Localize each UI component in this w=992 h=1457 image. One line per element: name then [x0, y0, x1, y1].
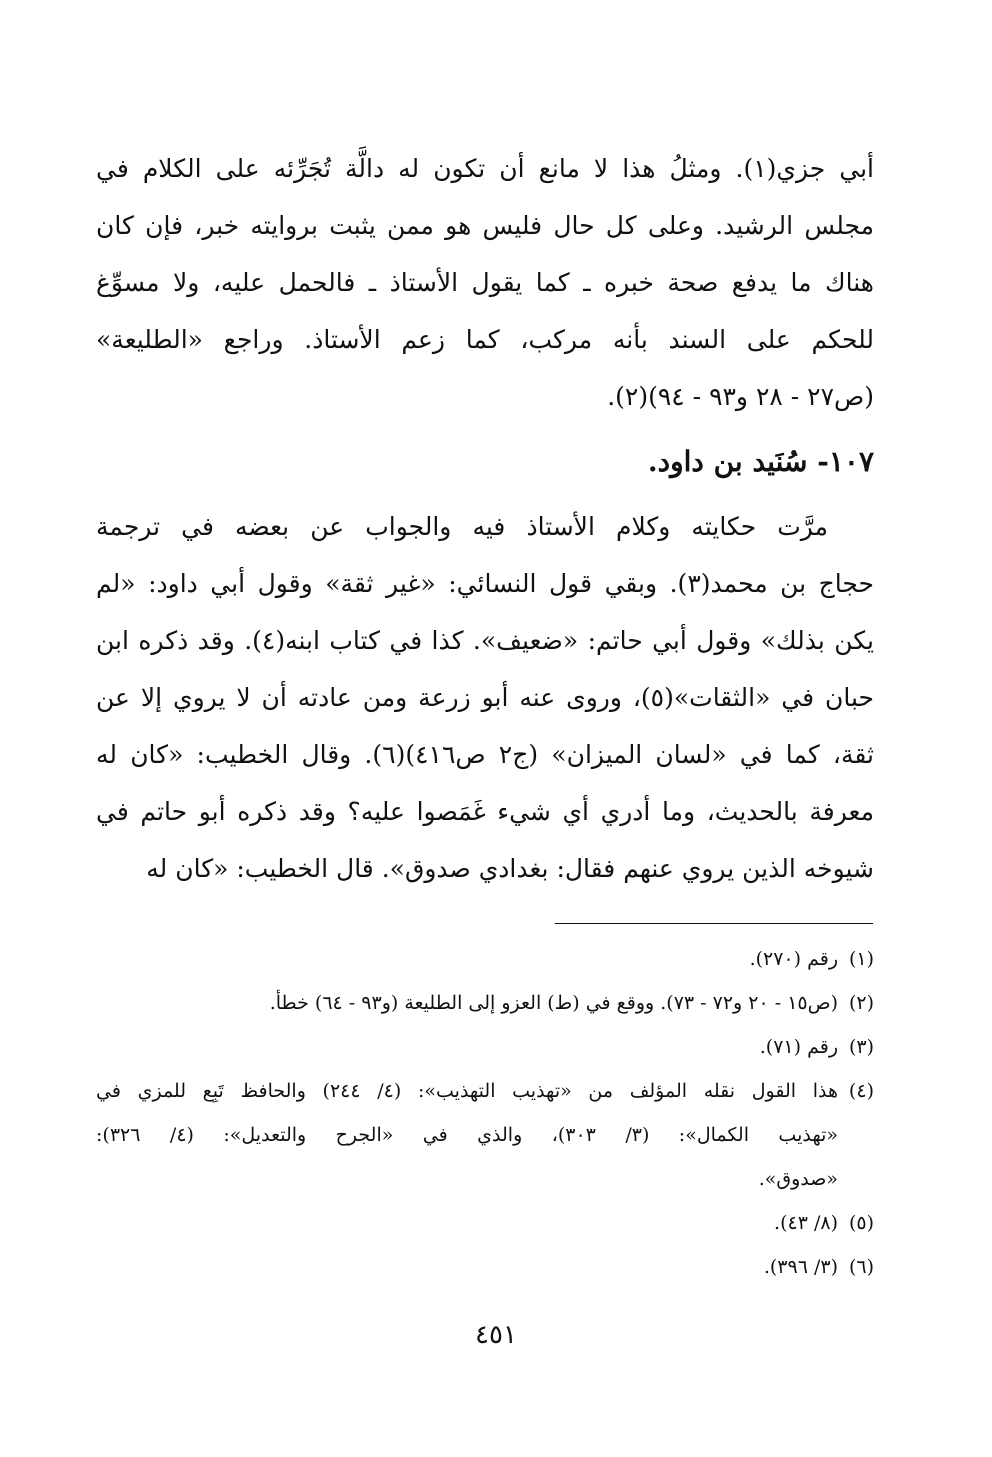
footnote-number: (٤) [848, 1080, 874, 1102]
footnote-number: (١) [848, 948, 874, 970]
text-line: (ص٢٧ - ٢٨ و٩٣ - ٩٤)(٢). [607, 382, 874, 411]
footnote-text: (٨/ ٤٣). [774, 1212, 838, 1234]
text-line: شيوخه الذين يروي عنهم فقال: بغدادي صدوق». قال الخطيب: «كان له [146, 854, 874, 883]
paragraph-continuation [96, 140, 874, 425]
footnote [96, 1025, 874, 1069]
footnote-text: هذا القول نقله المؤلف من «تهذيب التهذيب»: (٤/ ٢٤٤) والحافظ تَبِع للمزي في [96, 1080, 838, 1102]
footnote [96, 981, 874, 1025]
footnotes [96, 937, 874, 1289]
footnote [96, 1201, 874, 1245]
footnote [96, 1245, 874, 1289]
text-line: حبان في «الثقات»(٥)، وروى عنه أبو زرعة ومن عادته أن لا يروي إلا عن [96, 683, 874, 712]
text-line: أبي جزي(١). ومثلُ هذا لا مانع أن تكون له دالَّة تُجَرِّئه على الكلام في [96, 154, 874, 183]
text-line: للحكم على السند بأنه مركب، كما زعم الأستاذ. وراجع «الطليعة» [96, 325, 874, 354]
footnote-text: (٣/ ٣٩٦). [763, 1256, 838, 1278]
footnote-number: (٣) [848, 1036, 874, 1058]
footnote-continuation: «تهذيب الكمال»: (٣/ ٣٠٣)، والذي في «الجرح والتعديل»: (٤/ ٣٢٦): [96, 1124, 839, 1146]
footnote-text: رقم (٢٧٠). [749, 948, 838, 970]
entry-paragraph [96, 498, 874, 897]
footnote-number: (٢) [848, 992, 874, 1014]
text-line: هناك ما يدفع صحة خبره ـ كما يقول الأستاذ ـ فالحمل عليه، ولا مسوِّغ [96, 268, 874, 297]
footnote-number: (٥) [848, 1212, 874, 1234]
footnote-text: (ص١٥ - ٢٠ و٧٢ - ٧٣). ووقع في (ط) العزو إلى الطليعة (و٩٣ - ٦٤) خطأ. [269, 992, 838, 1014]
footnote-number: (٦) [848, 1256, 874, 1278]
text-line: حجاج بن محمد(٣). وبقي قول النسائي: «غير ثقة» وقول أبي داود: «لم [96, 569, 874, 598]
footnote [96, 1069, 874, 1113]
text-line: مرَّت حكايته وكلام الأستاذ فيه والجواب عن بعضه في ترجمة [96, 512, 828, 541]
entry-heading: ١٠٧- سُنَيد بن داود. [647, 445, 874, 478]
text-line: معرفة بالحديث، وما أدري أي شيء غَمَصوا عليه؟ وقد ذكره أبو حاتم في [96, 797, 874, 826]
footnote-divider [555, 923, 873, 924]
footnote [96, 937, 874, 981]
page-number: ٤٥١ [475, 1320, 517, 1350]
text-line: ثقة، كما في «لسان الميزان» (ج٢ ص٤١٦)(٦). وقال الخطيب: «كان له [96, 740, 874, 769]
text-line: مجلس الرشيد. وعلى كل حال فليس هو ممن يثبت بروايته خبر، فإن كان [96, 211, 874, 240]
text-line: يكن بذلك» وقول أبي حاتم: «ضعيف». كذا في كتاب ابنه(٤). وقد ذكره ابن [96, 626, 874, 655]
footnote-text: رقم (٧١). [759, 1036, 838, 1058]
footnote-continuation: «صدوق». [758, 1168, 838, 1190]
